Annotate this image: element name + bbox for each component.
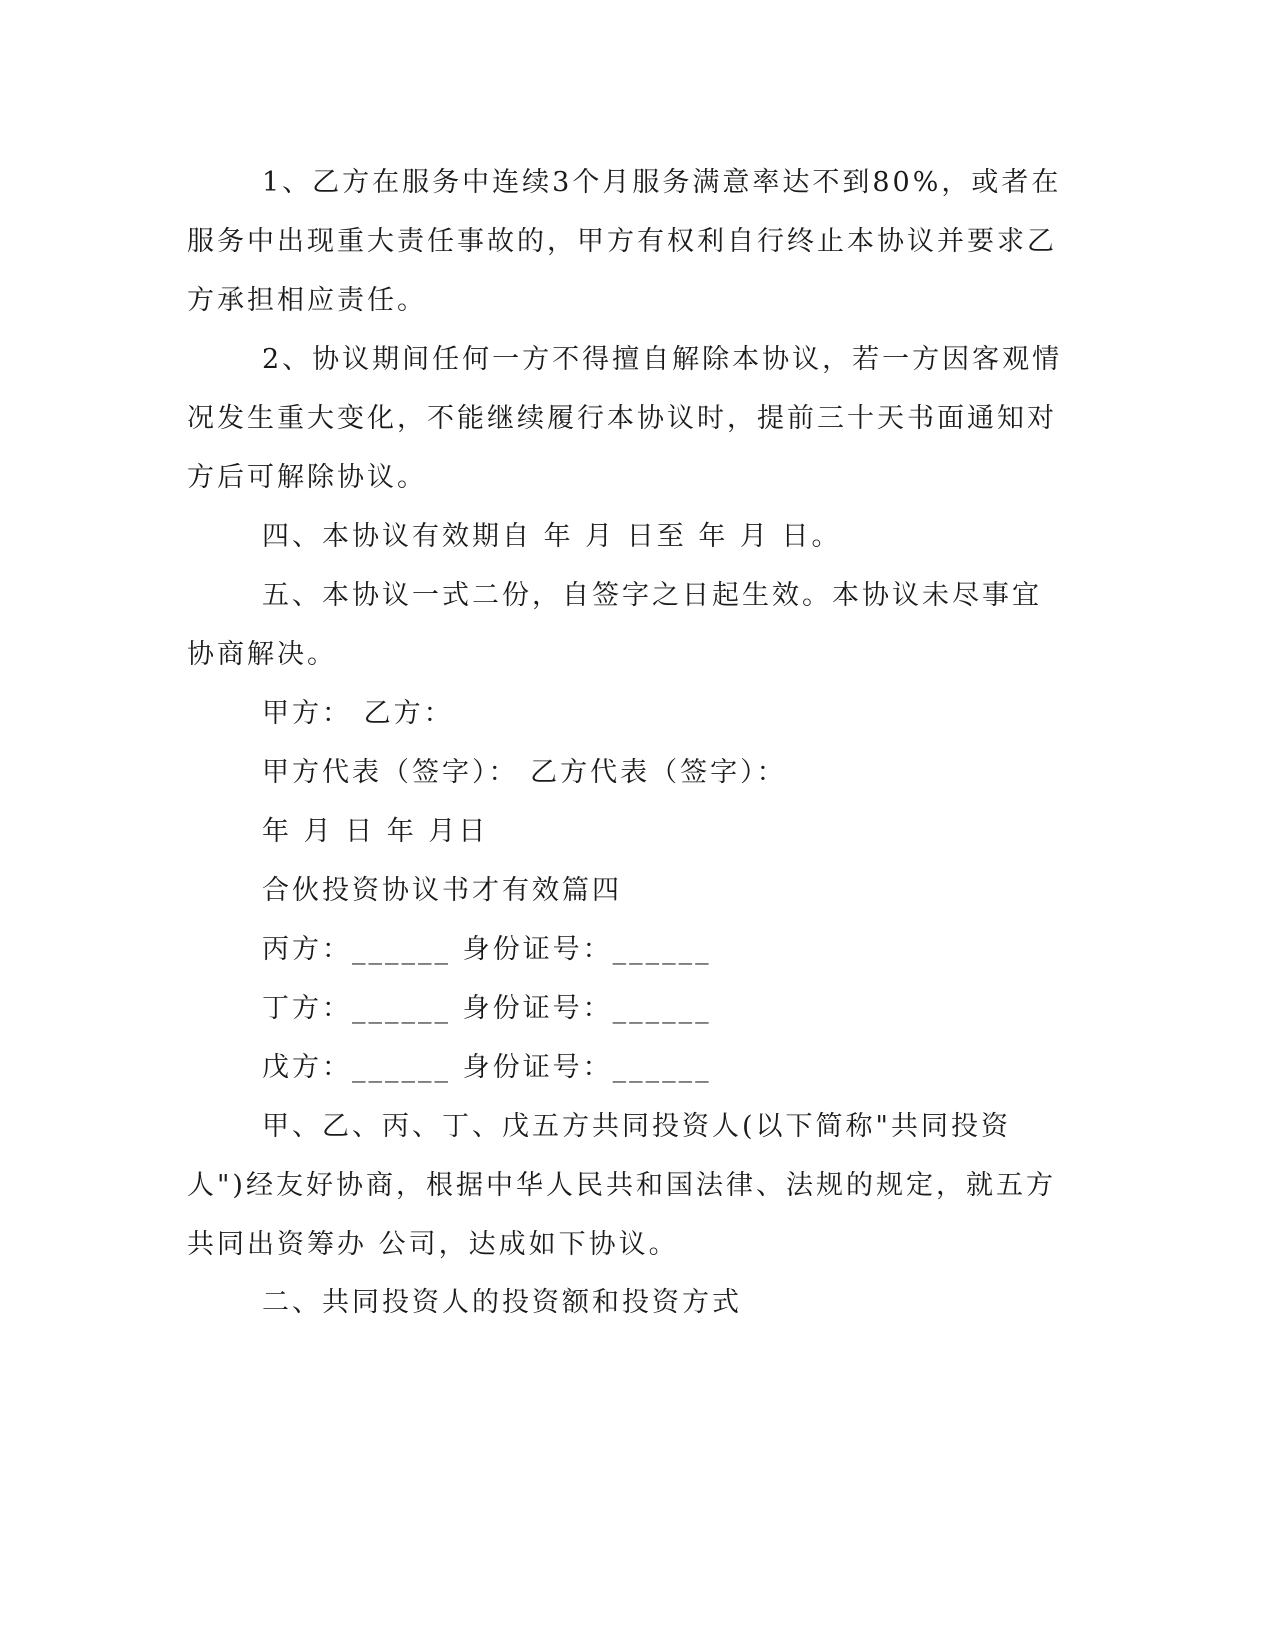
paragraph-validity-period: 四、本协议有效期自 年 月 日至 年 月 日。: [262, 521, 842, 552]
section-heading-investment: 二、共同投资人的投资额和投资方式: [262, 1287, 742, 1318]
paragraph-termination-clause-2: 2、协议期间任何一方不得擅自解除本协议，若一方因客观情况发生重大变化，不能继续履行本协议时，提前三十天书面通知对方后可解除协议。: [187, 344, 1063, 493]
paragraph-copies-clause: 五、本协议一式二份，自签字之日起生效。本协议未尽事宜协商解决。: [187, 580, 1042, 670]
paragraph-termination-clause-1: 1、乙方在服务中连续3个月服务满意率达不到80%，或者在服务中出现重大责任事故的，甲方有权利自行终止本协议并要求乙方承担相应责任。: [187, 167, 1062, 316]
signature-dates: 年 月 日 年 月日: [262, 816, 489, 847]
party-bing-line: 丙方：______ 身份证号：______: [262, 934, 712, 965]
signature-parties: 甲方： 乙方：: [262, 698, 454, 729]
party-ding-line: 丁方：______ 身份证号：______: [262, 993, 712, 1024]
paragraph-investors-intro: 甲、乙、丙、丁、戊五方共同投资人(以下简称"共同投资人")经友好协商，根据中华人民共和国法律、法规的规定，就五方共同出资筹办 公司，达成如下协议。: [187, 1111, 1056, 1260]
section-title: 合伙投资协议书才有效篇四: [262, 875, 622, 906]
party-wu-line: 戊方：______ 身份证号：______: [262, 1052, 712, 1083]
signature-representatives: 甲方代表（签字）： 乙方代表（签字）：: [262, 757, 787, 788]
